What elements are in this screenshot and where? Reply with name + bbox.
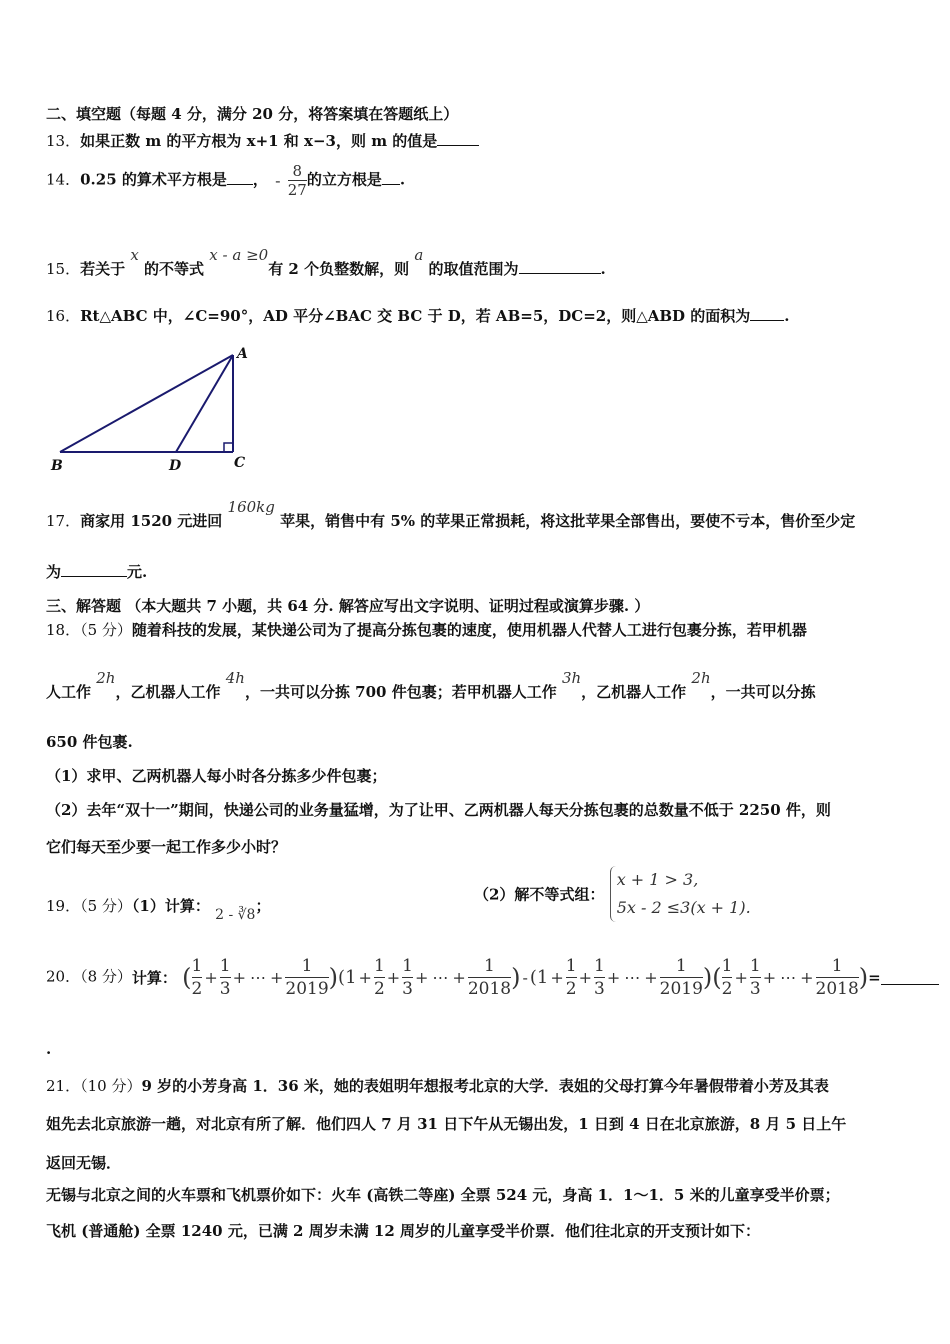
question-13 [46,130,479,151]
question-18-line1 [46,619,807,640]
q15-text-a: 若关于 [80,260,126,278]
q20-frac-1-2-b: $\frac{1}{2}$ [373,956,385,999]
q20-frac-1-2: $\frac{1}{2}$ [191,956,203,999]
question-21-line1 [46,1075,829,1096]
q17-text-b: 苹果，销售中有 5% 的苹果正常损耗，将这批苹果全部售出，要使不亏本，售价至少定 [280,512,856,530]
q18-l2a: 人工作 [46,683,92,701]
label-d: D [169,458,182,474]
question-18-line2 [46,669,816,702]
q19-score: （5 分） [80,897,132,915]
q19-system [610,866,751,922]
q15-var-x: x [130,246,139,264]
q19-expression: 2 - ∛8 [215,907,256,923]
q20-frac-1-2018: $\frac{1}{2018}$ [467,956,512,999]
q20-frac-1-2018-b: $\frac{1}{2018}$ [815,956,859,999]
q20-frac-1-2019: $\frac{1}{2019}$ [285,956,329,999]
q19-part1: （1）计算： [131,897,210,915]
q18-h3: 3h [561,669,582,687]
q15-text-d: 的取值范围为 [428,260,519,278]
q18-h1: 2h [96,669,116,687]
section2-title: 二、填空题（每题 4 分，满分 20 分，将答案填在答题纸上） [46,105,459,123]
q13-text: 如果正数 m 的平方根为 x+1 和 x−3，则 m 的值是 [80,132,438,150]
question-20: 20．（8 分）计算： ( $\frac{1}{2}$ + $\frac{1}{3}$ + ⋯ + $\frac{1}{2019}$ )(1 + $\frac{1}{2}$ + $\frac{1}{3}$ + ⋯ + $\frac{1}{2018}$ ) - (1 + $\frac{1}{2}$ + $\frac{1}{3}$ + ⋯ + $\frac{1}{2019}$ )( $\frac{1}{2}$ + $\frac{1}{3}$ + ⋯ + $\frac{1}{2018}$ )= [46,955,939,1000]
question-14 [46,162,405,199]
q19-number: 19． [46,897,81,915]
q14-frac-den: 27 [287,181,307,199]
q21-score: （10 分） [80,1077,142,1095]
q14-minus: - [275,171,281,190]
question-16 [46,305,790,326]
q21-number: 21． [46,1077,81,1095]
q15-answer-blank[interactable] [519,259,601,274]
q14-number: 14． [46,170,81,189]
q15-text-c: 有 2 个负整数解，则 [268,260,410,278]
q20-frac-1-3-b: $\frac{1}{3}$ [402,956,413,999]
q17-answer-blank[interactable] [61,562,127,577]
q20-frac-1-2-c: $\frac{1}{2}$ [565,956,577,999]
q15-end: . [600,260,606,278]
q13-number: 13． [46,132,81,150]
q20-number: 20． [46,967,81,986]
q14-fraction [288,162,307,199]
q16-end: . [784,307,790,325]
q18-l2e: ，一共可以分拣 [710,683,816,701]
q20-frac-1-3: $\frac{1}{3}$ [219,956,231,999]
question-21-line5: 飞机 (普通舱) 全票 1240 元，已满 2 周岁未满 12 周岁的儿童享受半价票．他们往北京的开支预计如下： [46,1222,761,1240]
question-15 [46,246,606,279]
q17-text-c: 为 [46,563,62,581]
q18-number: 18． [46,621,81,639]
label-a: A [237,346,248,362]
question-21-line2: 姐先去北京旅游一趟，对北京有所了解．他们四人 7 月 31 日下午从无锡出发，1 日到 4 日在北京旅游，8 月 5 日上午 [46,1115,847,1133]
q16-answer-blank[interactable] [750,306,784,321]
q15-text-b: 的不等式 [144,260,205,278]
triangle-figure [40,340,270,475]
label-b: B [51,458,63,474]
right-angle-mark [224,443,233,452]
q19-system-line1: x + 1 > 3, [616,870,699,889]
question-19-part1 [46,895,271,923]
q20-frac-1-2-d: $\frac{1}{2}$ [721,956,733,999]
q20-frac-1-2019-b: $\frac{1}{2019}$ [659,956,703,999]
q20-frac-1-3-c: $\frac{1}{3}$ [593,956,605,999]
question-21-line3: 返回无锡． [46,1154,122,1172]
q20-score: （8 分） [80,967,132,986]
question-19-part2 [474,866,751,922]
q18-h2: 4h [225,669,245,687]
q17-quantity: 160kg [227,498,275,516]
q14-text-c: 的立方根是 [306,170,382,189]
q14-answer-blank-2[interactable] [382,170,400,185]
q14-answer-blank-1[interactable] [227,170,253,185]
segment-ad [176,355,233,452]
q20-answer-blank[interactable] [881,970,939,985]
question-18-sub2a: （2）去年“双十一”期间，快递公司的业务量猛增，为了让甲、乙两机器人每天分拣包裹的总数量不低于 2250 件，则 [46,801,831,819]
q15-inequality: x - a ≥0 [209,246,269,264]
side-ab [60,355,233,452]
question-17-line1 [46,498,856,531]
label-c: C [234,455,246,471]
q13-answer-blank[interactable] [437,131,479,146]
question-18-sub1: （1）求甲、乙两机器人每小时各分拣多少件包裹； [46,767,387,785]
q15-var-a: a [414,246,424,264]
q19-semicolon: ； [255,897,271,915]
q20-equals: = [868,968,881,987]
question-21-line4: 无锡与北京之间的火车票和飞机票价如下：火车 (高铁二等座) 全票 524 元，身高 1．1～1．5 米的儿童享受半价票； [46,1186,840,1204]
q20-paren-open-1: ( [182,963,192,992]
q19-part2: （2）解不等式组： [474,885,605,904]
q16-number: 16． [46,307,81,325]
q20-frac-1-3-d: $\frac{1}{3}$ [749,956,761,999]
q14-text-b: ， [252,170,268,189]
q18-h4: 2h [691,669,711,687]
q18-score: （5 分） [80,621,132,639]
q19-system-line2: 5x - 2 ≤3(x + 1). [616,898,751,917]
q17-text-a: 商家用 1520 元进回 [80,512,223,530]
q15-number: 15． [46,260,81,278]
q18-l2d: ，乙机器人工作 [581,683,687,701]
section3-title: 三、解答题 （本大题共 7 小题，共 64 分. 解答应写出文字说明、证明过程或演算步骤. ） [46,597,650,615]
q14-frac-num: 8 [292,162,303,180]
question-17-line2 [46,561,147,582]
q18-line1: 随着科技的发展，某快递公司为了提高分拣包裹的速度，使用机器人代替人工进行包裹分拣，若甲机器 [131,621,807,639]
q18-l2b: ，乙机器人工作 [115,683,221,701]
q17-end: 元. [127,563,148,581]
q14-text-a: 0.25 的算术平方根是 [80,170,227,189]
q18-l2c: ，一共可以分拣 700 件包裹；若甲机器人工作 [244,683,557,701]
question-18-sub2b: 它们每天至少要一起工作多少小时？ [46,838,287,856]
q16-text: Rt△ABC 中，∠C=90°，AD 平分∠BAC 交 BC 于 D，若 AB=5，DC=2，则△ABD 的面积为 [80,307,751,325]
q17-number: 17． [46,512,81,530]
q20-end-dot: . [46,1040,52,1058]
q21-line1: 9 岁的小芳身高 1．36 米，她的表姐明年想报考北京的大学．表姐的父母打算今年暑假带着小芳及其表 [141,1077,829,1095]
q20-text: 计算： [131,969,177,987]
question-18-line3: 650 件包裹. [46,733,133,751]
q14-end: . [399,170,406,189]
